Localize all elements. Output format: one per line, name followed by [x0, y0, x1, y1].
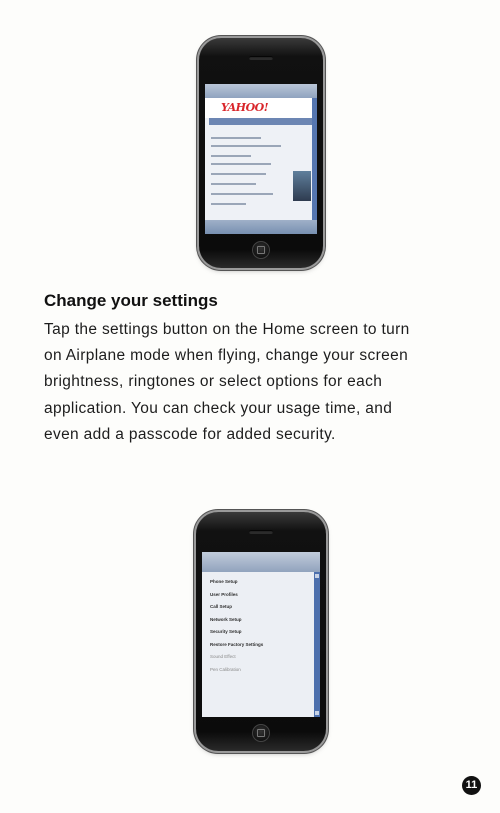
settings-menu: [202, 572, 320, 676]
settings-menu-item: Sound Effect: [210, 654, 236, 659]
scroll-up-arrow-icon: [315, 574, 319, 578]
news-photo: [293, 171, 311, 201]
settings-header-bar: [202, 552, 320, 572]
body-line: application. You can check your usage time, and: [44, 399, 393, 417]
browser-address-bar: [205, 84, 317, 98]
settings-scrollbar: [314, 572, 320, 717]
phone-screen-settings: [202, 552, 320, 717]
settings-menu-item: User Profiles: [210, 591, 238, 597]
body-line: Tap the settings button on the Home screen to turn: [44, 321, 410, 338]
browser-scrollbar: [312, 98, 317, 234]
yahoo-nav-strip: [209, 118, 313, 125]
yahoo-logo: YAHOO!: [221, 101, 269, 114]
home-button-icon: [252, 241, 270, 259]
body-line: on Airplane mode when flying, change your screen: [44, 347, 409, 365]
phone-image-browser: [199, 38, 323, 268]
settings-menu-item: Pen Calibration: [210, 666, 241, 672]
phone-speaker: [249, 530, 273, 534]
phone-speaker: [249, 56, 273, 60]
yahoo-banner: [205, 98, 317, 118]
settings-menu-item: Phone Setup: [210, 579, 238, 584]
body-line: even add a passcode for added security.: [44, 425, 336, 443]
body-line: brightness, ringtones or select options for each: [44, 373, 383, 391]
page-number: 11: [462, 776, 481, 795]
section-title: Change your settings: [44, 291, 218, 310]
browser-toolbar: [205, 220, 317, 234]
yahoo-page-body: [205, 125, 317, 217]
settings-menu-item: Restore Factory Settings: [210, 641, 264, 647]
home-button-icon: [252, 724, 270, 742]
scroll-down-arrow-icon: [315, 711, 319, 715]
phone-image-settings: [196, 512, 326, 751]
settings-menu-item: Security Setup: [210, 629, 242, 634]
settings-menu-item: Network Setup: [210, 616, 242, 622]
phone-screen-browser: [205, 84, 317, 234]
settings-menu-item: Call Setup: [210, 604, 233, 609]
section-body: [44, 317, 484, 448]
